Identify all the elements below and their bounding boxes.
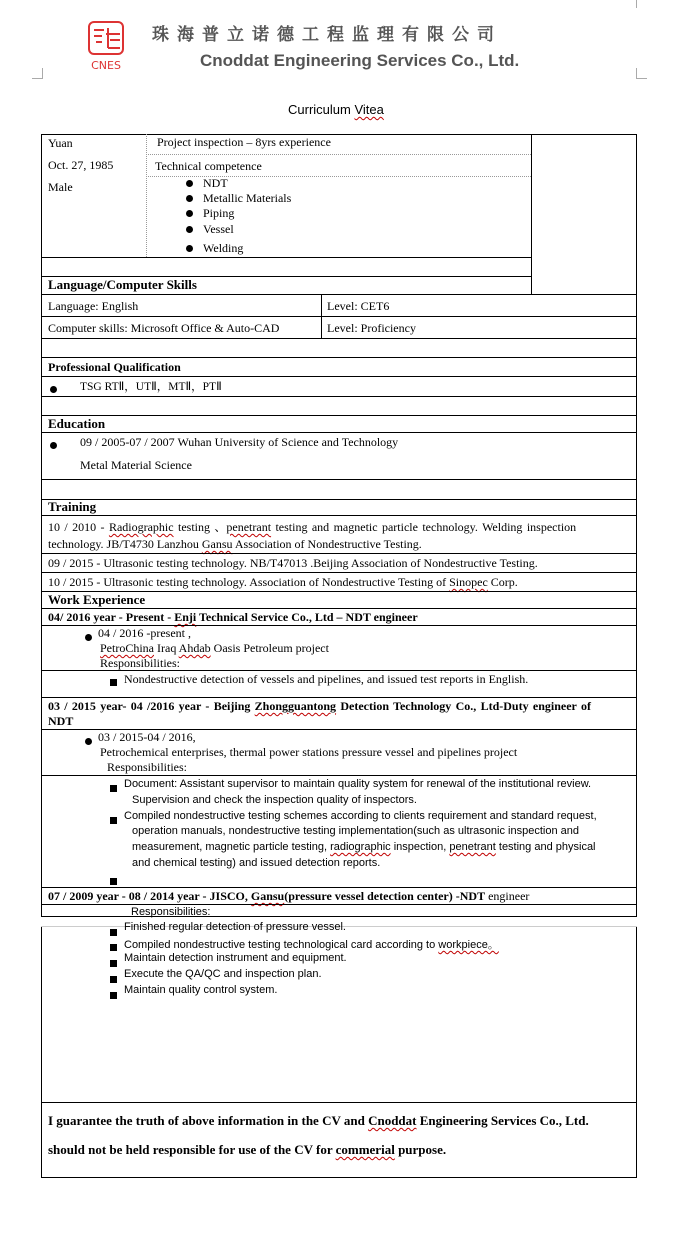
page-break-line <box>41 916 637 917</box>
company-name-en: Cnoddat Engineering Services Co., Ltd. <box>200 51 520 70</box>
row-divider <box>41 357 637 358</box>
bullet-icon <box>50 382 57 397</box>
job1-duty: Nondestructive detection of vessels and pipelines, and issued test reports in English. <box>124 672 529 686</box>
bullet-icon <box>186 226 193 233</box>
table-border-left-2 <box>41 926 42 1178</box>
row-divider <box>41 294 637 295</box>
square-bullet-icon <box>110 988 117 1003</box>
row-divider <box>41 257 532 258</box>
row-divider <box>41 904 637 905</box>
job2-project: Petrochemical enterprises, thermal power stations pressure vessel and pipelines project <box>100 745 518 759</box>
company-name-cn: 珠海普立诺德工程监理有限公司 <box>152 25 502 45</box>
row-divider <box>41 887 637 888</box>
job3-resp-label: Responsibilities: <box>131 906 211 918</box>
education-period: 09 / 2005-07 / 2007 Wuhan University of Science and Technology <box>80 435 399 449</box>
corner-mark-tl <box>32 68 43 79</box>
dob-value: Oct. 27, 1985 <box>48 158 114 172</box>
page-title <box>288 102 384 117</box>
corner-mark-tr <box>636 68 647 79</box>
qualification-heading: Professional Qualification <box>48 360 181 374</box>
row-divider <box>41 415 637 416</box>
company-logo <box>86 20 126 72</box>
training-item-1-line-2: technology. JB/T4730 Lanzhou Gansu Association of Nondestructive Testing. <box>48 537 422 551</box>
bullet-icon <box>50 438 57 453</box>
job3-duty-5: Maintain quality control system. <box>124 984 278 996</box>
education-heading: Education <box>48 416 106 431</box>
square-bullet-icon <box>110 675 117 690</box>
job2-title-line-2: NDT <box>48 714 74 728</box>
row-divider <box>41 432 637 433</box>
row-divider <box>41 670 637 671</box>
job2-resp-label: Responsibilities: <box>107 760 188 774</box>
job3-duty-2: Compiled nondestructive testing technological card according to workpiece。 <box>124 939 499 951</box>
job1-title: 04/ 2016 year - Present - Enji Technical Service Co., Ltd – NDT engineer <box>48 610 418 624</box>
list-item: Piping <box>186 206 234 221</box>
education-major: Metal Material Science <box>80 458 192 472</box>
training-item-2: 09 / 2015 - Ultrasonic testing technology. NB/T47013 .Beijing Association of Nondestructive Testing. <box>48 556 538 570</box>
bullet-icon <box>85 630 92 645</box>
table-border-right-2 <box>636 926 637 1178</box>
language-level: Level: CET6 <box>327 299 390 313</box>
row-divider <box>41 515 637 516</box>
job1-resp-label: Responsibilities: <box>100 656 181 670</box>
job3-duty-3: Maintain detection instrument and equipment. <box>124 952 347 964</box>
row-divider <box>41 775 637 776</box>
corner-mark-tr-top <box>636 0 647 8</box>
name-value: Yuan <box>48 136 73 150</box>
gender-value: Male <box>48 180 73 194</box>
square-bullet-icon <box>110 940 117 955</box>
list-item: Welding <box>186 241 243 256</box>
row-divider <box>41 1102 637 1103</box>
title-word-1: Curriculum <box>288 102 351 117</box>
square-bullet-icon <box>110 925 117 940</box>
job2-duty-1-line-1: Document: Assistant supervisor to maintain quality system for renewal of the institutional review. <box>124 778 592 790</box>
guarantee-line-1: I guarantee the truth of above information in the CV and Cnoddat Engineering Services Co., Ltd. <box>48 1113 589 1128</box>
square-bullet-icon <box>110 956 117 971</box>
row-divider <box>41 572 637 573</box>
job1-period: 04 / 2016 -present , <box>98 626 191 640</box>
row-divider <box>41 479 637 480</box>
bullet-icon <box>186 180 193 187</box>
training-item-1-line-1: 10 / 2010 - Radiographic testing 、penetrant testing and magnetic particle technology. Welding inspection <box>48 520 577 534</box>
training-heading: Training <box>48 499 97 514</box>
row-divider <box>41 553 637 554</box>
row-divider <box>41 697 637 698</box>
language-heading: Language/Computer Skills <box>48 277 197 292</box>
personal-col-divider <box>146 134 147 257</box>
row-divider <box>41 499 637 500</box>
experience-value: Project inspection – 8yrs experience <box>157 135 331 149</box>
list-item: NDT <box>186 176 228 191</box>
title-word-2: Vitea <box>354 102 384 117</box>
bullet-icon <box>186 195 193 202</box>
row-divider <box>41 316 637 317</box>
job2-title-line-1: 03 / 2015 year- 04 /2016 year - Beijing Zhongguantong Detection Technology Co., Ltd-Duty engineer of <box>48 699 591 713</box>
computer-skills-level: Level: Proficiency <box>327 321 416 335</box>
job2-duty-2-line-3: measurement, magnetic particle testing, radiographic inspection, penetrant testing and physical <box>132 841 596 853</box>
job3-duty-1: Finished regular detection of pressure vessel. <box>124 921 346 933</box>
square-bullet-icon <box>110 972 117 987</box>
table-border-right <box>636 134 637 916</box>
bullet-icon <box>85 734 92 749</box>
job2-period: 03 / 2015-04 / 2016, <box>98 730 196 744</box>
table-border-bottom <box>41 1177 637 1178</box>
job2-duty-2-line-2: operation manuals, nondestructive testing implementation(such as ultrasonic inspection and <box>132 825 579 837</box>
list-item: Metallic Materials <box>186 191 291 206</box>
competence-label: Technical competence <box>155 159 262 173</box>
row-divider <box>41 608 637 609</box>
job3-duty-4: Execute the QA/QC and inspection plan. <box>124 968 322 980</box>
bullet-icon <box>186 245 193 252</box>
job2-duty-1-line-2: Supervision and check the inspection quality of inspectors. <box>132 794 417 806</box>
computer-skills-value: Computer skills: Microsoft Office & Auto-CAD <box>48 321 280 335</box>
qualification-item: TSG RTⅡ，UTⅡ，MTⅡ，PTⅡ <box>80 381 222 393</box>
row-divider <box>41 396 637 397</box>
guarantee-line-2: should not be held responsible for use of the CV for commerial purpose. <box>48 1142 447 1157</box>
job1-project: PetroChina Iraq Ahdab Oasis Petroleum project <box>100 641 329 655</box>
square-bullet-icon <box>110 781 117 796</box>
job2-duty-2-line-4: and chemical testing) and issued detection reports. <box>132 857 381 869</box>
personal-col-right <box>531 134 532 294</box>
job3-title: 07 / 2009 year - 08 / 2014 year - JISCO, Gansu(pressure vessel detection center) -NDT engineer <box>48 889 530 903</box>
bullet-icon <box>186 210 193 217</box>
svg-text:CNES: CNES <box>91 59 121 72</box>
row-divider <box>146 154 531 155</box>
list-item: Vessel <box>186 222 234 237</box>
row-divider <box>41 376 637 377</box>
square-bullet-icon <box>110 813 117 828</box>
language-value: Language: English <box>48 299 139 313</box>
training-item-3: 10 / 2015 - Ultrasonic testing technology. Association of Nondestructive Testing of Sinopec Corp. <box>48 575 518 589</box>
work-heading: Work Experience <box>48 592 146 607</box>
table-border-left <box>41 134 42 916</box>
row-divider <box>41 338 637 339</box>
job2-duty-2-line-1: Compiled nondestructive testing schemes according to clients requirement and standard request, <box>124 810 597 822</box>
table-border-top <box>41 134 637 135</box>
